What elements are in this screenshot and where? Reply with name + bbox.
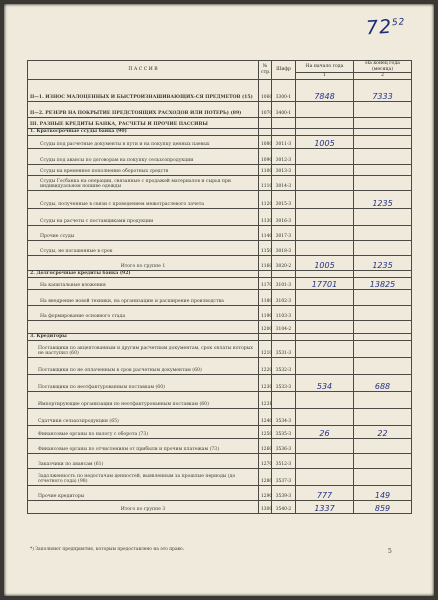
row-code: 3534-3 — [272, 408, 296, 425]
row-start-value — [296, 270, 354, 277]
row-line-number: 1240 — [259, 408, 272, 425]
row-start-value — [296, 240, 354, 255]
row-code: 3536-3 — [272, 438, 296, 453]
row-label: Ссуды под авансы по договорам на покупку сельхозпродукции — [28, 148, 259, 164]
row-start-value — [296, 340, 354, 357]
row-line-number: 1120 — [259, 190, 272, 208]
row-code: 3020-2 — [272, 255, 296, 270]
table-row — [28, 190, 412, 208]
row-line-number: 1080 — [259, 135, 272, 148]
row-line-number — [259, 333, 272, 340]
table-row — [28, 289, 412, 305]
row-code: 3512-3 — [272, 453, 296, 468]
table-row — [28, 500, 412, 513]
row-end-value — [354, 164, 412, 175]
row-line-number: 1130 — [259, 208, 272, 225]
row-label: Прочие ссуды — [28, 225, 259, 240]
row-code: 3539-3 — [272, 485, 296, 500]
table-row — [28, 391, 412, 408]
header-col-1: 1 — [296, 73, 354, 80]
table-row — [28, 277, 412, 289]
row-label: Ссуды, полученные в связи с проведением межотраслевого зачета — [28, 190, 259, 208]
row-end-value — [354, 175, 412, 190]
row-end-value: 22 — [354, 425, 412, 438]
row-end-value — [354, 148, 412, 164]
row-code: 3018-3 — [272, 240, 296, 255]
row-end-value: 1235 — [354, 190, 412, 208]
row-end-value: 859 — [354, 500, 412, 513]
header-end-of-period: На конец года (месяца) — [354, 61, 412, 73]
row-code: 3540-2 — [272, 500, 296, 513]
sheet-number: 5 — [388, 548, 392, 555]
table-row — [28, 357, 412, 374]
row-label: На внедрение новой техники, на организацию и расширение производства — [28, 289, 259, 305]
row-end-value — [354, 101, 412, 117]
table-row — [28, 79, 412, 101]
header-line-number: № стр. — [259, 61, 272, 80]
row-code: 3400-1 — [272, 101, 296, 117]
row-start-value — [296, 333, 354, 340]
header-passiv: П А С С И В — [28, 61, 259, 80]
row-line-number: 1300 — [259, 500, 272, 513]
row-label: II—2. РЕЗЕРВ НА ПОКРЫТИЕ ПРЕДСТОЯЩИХ РАСХОДОВ ИЛИ ПОТЕРЬ) (89) — [28, 101, 259, 117]
table-row — [28, 438, 412, 453]
table-row — [28, 425, 412, 438]
row-line-number: 1070 — [259, 101, 272, 117]
row-end-value — [354, 391, 412, 408]
table-row — [28, 468, 412, 485]
row-code: 1103-3 — [272, 305, 296, 320]
row-label: Ссуды, не погашенные в срок — [28, 240, 259, 255]
row-end-value — [354, 305, 412, 320]
table-row — [28, 320, 412, 333]
row-label: Заказчики по авансам (61) — [28, 453, 259, 468]
row-end-value: 149 — [354, 485, 412, 500]
row-line-number: 1090 — [259, 148, 272, 164]
row-start-value: 1005 — [296, 135, 354, 148]
row-label: 2. Долгосрочные кредиты банка (92) — [28, 270, 259, 277]
row-label: III. РАЗНЫЕ КРЕДИТЫ БАНКА, РАСЧЕТЫ И ПРОЧИЕ ПАССИВЫ — [28, 117, 259, 128]
row-label — [28, 320, 259, 333]
row-code — [272, 391, 296, 408]
row-end-value — [354, 240, 412, 255]
table-row — [28, 453, 412, 468]
row-line-number: 1140 — [259, 225, 272, 240]
row-line-number: 1150 — [259, 240, 272, 255]
table-row — [28, 255, 412, 270]
row-label: Итого по группе 3 — [28, 500, 259, 513]
row-label: Ссуды под расчетные документы в пути и на покупку ценных паевых — [28, 135, 259, 148]
row-start-value: 777 — [296, 485, 354, 500]
row-line-number: 1160 — [259, 255, 272, 270]
row-start-value — [296, 175, 354, 190]
row-start-value — [296, 101, 354, 117]
row-end-value — [354, 225, 412, 240]
row-end-value — [354, 117, 412, 128]
table-row — [28, 333, 412, 340]
row-start-value — [296, 453, 354, 468]
row-start-value — [296, 117, 354, 128]
table-row — [28, 175, 412, 190]
table-row — [28, 148, 412, 164]
table-row — [28, 164, 412, 175]
row-end-value — [354, 408, 412, 425]
table-row — [28, 208, 412, 225]
row-end-value — [354, 468, 412, 485]
row-code: 3537-3 — [272, 468, 296, 485]
row-end-value — [354, 289, 412, 305]
row-end-value — [354, 333, 412, 340]
row-end-value: 13825 — [354, 277, 412, 289]
table-row — [28, 374, 412, 391]
row-code: 3535-3 — [272, 425, 296, 438]
row-line-number: 1190 — [259, 305, 272, 320]
row-label: Импортирующие организации по неотфактурованным поставкам (60) — [28, 391, 259, 408]
table-row — [28, 240, 412, 255]
row-line-number — [259, 270, 272, 277]
row-start-value — [296, 225, 354, 240]
row-end-value — [354, 357, 412, 374]
row-start-value: 17701 — [296, 277, 354, 289]
row-start-value: 1005 — [296, 255, 354, 270]
row-end-value — [354, 128, 412, 135]
row-start-value — [296, 468, 354, 485]
row-line-number: 1260 — [259, 438, 272, 453]
table-row — [28, 128, 412, 135]
table-header-row — [28, 61, 412, 73]
row-start-value: 7848 — [296, 79, 354, 101]
handwritten-page-number: $72^{52}$ — [365, 15, 406, 40]
row-label: На формирование основного стада — [28, 305, 259, 320]
table-row — [28, 135, 412, 148]
row-start-value — [296, 208, 354, 225]
row-start-value: 1337 — [296, 500, 354, 513]
row-code: 3012-3 — [272, 148, 296, 164]
row-code: 3300-1 — [272, 79, 296, 101]
row-start-value — [296, 190, 354, 208]
row-line-number: 1220 — [259, 357, 272, 374]
row-end-value — [354, 135, 412, 148]
row-code: 3016-3 — [272, 208, 296, 225]
header-code: Шифр — [272, 61, 296, 80]
row-line-number: 1290 — [259, 485, 272, 500]
row-label: Поставщики по акцептованным и другим расчетным документам, срок оплаты которых не наступил (60) — [28, 340, 259, 357]
table-row — [28, 101, 412, 117]
row-line-number — [259, 117, 272, 128]
header-start-of-year: На начало года — [296, 61, 354, 73]
row-code — [272, 117, 296, 128]
row-label: Прочие кредиторы — [28, 485, 259, 500]
row-code — [272, 333, 296, 340]
row-label: II—1. ИЗНОС МАЛОЦЕННЫХ И БЫСТРОИЗНАШИВАЮЩИХ-СЯ ПРЕДМЕТОВ (15) — [28, 79, 259, 101]
row-line-number: 1060 — [259, 79, 272, 101]
row-end-value — [354, 270, 412, 277]
row-label: 3. Кредиторы — [28, 333, 259, 340]
table-row — [28, 408, 412, 425]
row-code: 3104-2 — [272, 320, 296, 333]
row-label: 1. Краткосрочные ссуды банка (90) — [28, 128, 259, 135]
row-label: Сдатчики сельхозпродукции (65) — [28, 408, 259, 425]
row-label: Поставщики по неотфактурованным поставкам (60) — [28, 374, 259, 391]
table-body — [28, 79, 412, 513]
row-code — [272, 270, 296, 277]
row-line-number: 1100 — [259, 164, 272, 175]
row-code: 3014-3 — [272, 175, 296, 190]
row-line-number: 1250 — [259, 425, 272, 438]
row-end-value — [354, 208, 412, 225]
row-start-value — [296, 305, 354, 320]
row-start-value — [296, 128, 354, 135]
row-start-value — [296, 148, 354, 164]
row-code: 3017-3 — [272, 225, 296, 240]
row-start-value — [296, 357, 354, 374]
row-start-value — [296, 289, 354, 305]
row-line-number: 1280 — [259, 468, 272, 485]
row-code: 3531-3 — [272, 340, 296, 357]
row-start-value — [296, 164, 354, 175]
row-line-number: 1200 — [259, 320, 272, 333]
row-code — [272, 128, 296, 135]
row-code: 3015-3 — [272, 190, 296, 208]
row-end-value — [354, 453, 412, 468]
row-line-number: 1231 — [259, 391, 272, 408]
row-label: Ссуды Госбанка на операции, связанные с продажей материалов и сырья при индивидуальном пошиве одежды — [28, 175, 259, 190]
row-line-number: 1110 — [259, 175, 272, 190]
row-start-value: 534 — [296, 374, 354, 391]
table-row — [28, 340, 412, 357]
row-end-value — [354, 320, 412, 333]
footnote: *) Заполняют предприятия, которым предоставлено на это право. — [30, 547, 185, 552]
table-row — [28, 225, 412, 240]
row-start-value — [296, 438, 354, 453]
table-row — [28, 270, 412, 277]
row-line-number: 1170 — [259, 277, 272, 289]
row-line-number: 1180 — [259, 289, 272, 305]
row-end-value — [354, 438, 412, 453]
row-label: Поставщики по не оплаченным в срок расчетным документам (60) — [28, 357, 259, 374]
row-line-number: 1270 — [259, 453, 272, 468]
row-label: Ссуды на временное пополнение оборотных средств — [28, 164, 259, 175]
row-line-number: 1210 — [259, 340, 272, 357]
header-col-2: 2 — [354, 73, 412, 80]
row-label: Задолженность по недостачам ценностей, выявленным за прошлые периоды (до отчетного года) (98) — [28, 468, 259, 485]
row-label: На капитальные вложения — [28, 277, 259, 289]
row-label: Ссуды на расчеты с поставщиками продукции — [28, 208, 259, 225]
row-label: Итого по группе 1 — [28, 255, 259, 270]
row-end-value: 7333 — [354, 79, 412, 101]
row-start-value — [296, 408, 354, 425]
row-label: Финансовые органы по налогу с оборота (73) — [28, 425, 259, 438]
row-code: 3533-3 — [272, 374, 296, 391]
row-line-number — [259, 128, 272, 135]
row-line-number: 1230 — [259, 374, 272, 391]
row-code: 3011-3 — [272, 135, 296, 148]
row-code: 3102-3 — [272, 289, 296, 305]
table-row — [28, 485, 412, 500]
row-end-value: 688 — [354, 374, 412, 391]
row-end-value — [354, 340, 412, 357]
row-code: 3532-3 — [272, 357, 296, 374]
row-start-value — [296, 320, 354, 333]
row-label: Финансовые органы по отчислениям от прибыли и прочим платежам (73) — [28, 438, 259, 453]
table-row — [28, 305, 412, 320]
row-code: 3101-3 — [272, 277, 296, 289]
row-end-value: 1235 — [354, 255, 412, 270]
row-code: 3013-3 — [272, 164, 296, 175]
row-start-value — [296, 391, 354, 408]
liabilities-table — [27, 60, 412, 514]
row-start-value: 26 — [296, 425, 354, 438]
table-row — [28, 117, 412, 128]
